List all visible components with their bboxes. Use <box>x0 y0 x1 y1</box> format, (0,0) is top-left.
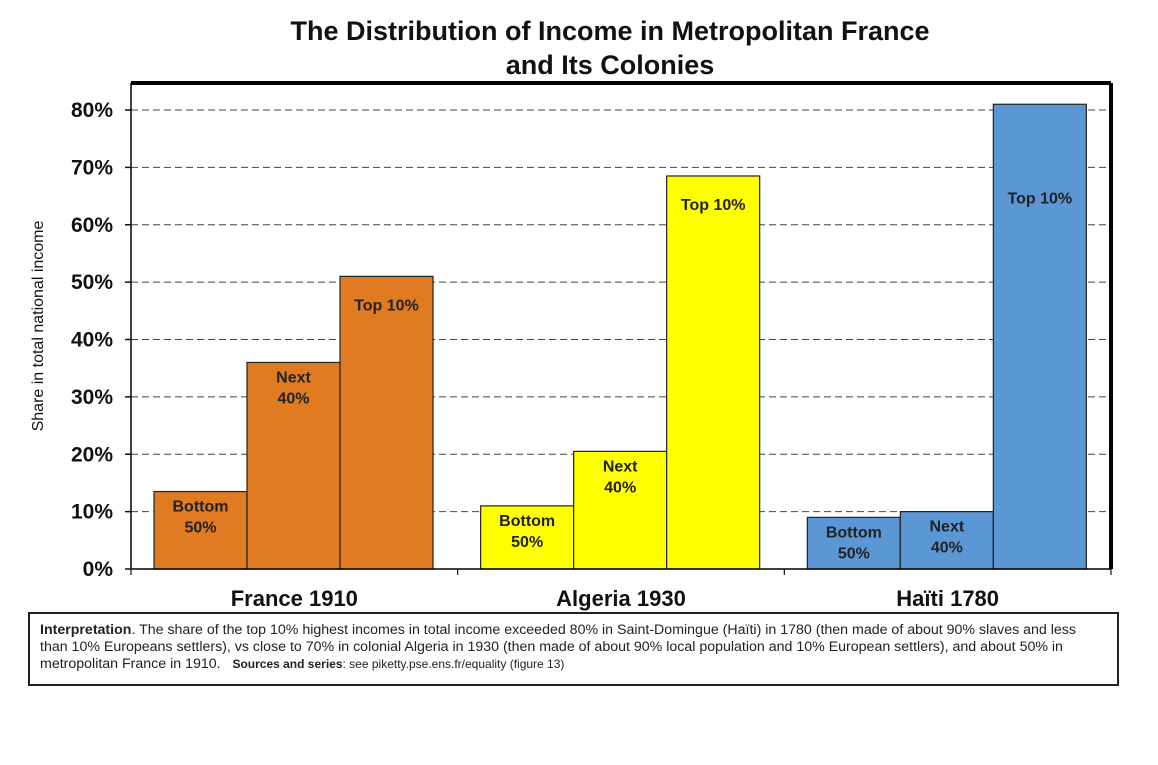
interpretation-text: . The share of the top 10% highest incomes in total income exceeded 80% in Saint-Domingue (Haïti) in 1780 (then made of about 90% slaves and less than 10% Europeans settlers), vs close to 70% in colonial Algeria in 1930 (then made of about 90% local population and 10% European settlers), and about 50% in metropolitan France in 1910. <box>40 622 1076 672</box>
sources-label: Sources and series <box>232 657 343 671</box>
bar-label: Top 10% <box>680 196 746 214</box>
bar-label: Top 10% <box>1007 190 1073 208</box>
bar-label: Top 10% <box>354 297 419 315</box>
x-category-label: Haïti 1780 <box>896 586 1000 611</box>
bar-label: Next <box>602 458 638 476</box>
x-category-label: France 1910 <box>230 586 358 611</box>
y-tick-label: 50% <box>70 271 113 295</box>
bar-label: Bottom <box>499 512 556 530</box>
chart-title-line-1: The Distribution of Income in Metropolitan France <box>290 16 930 46</box>
bar <box>993 104 1086 569</box>
x-category-label: Algeria 1930 <box>556 586 686 611</box>
bar-label: 40% <box>930 539 963 557</box>
bar-label: 50% <box>837 545 870 563</box>
bar-label: 40% <box>604 479 637 497</box>
y-axis-label: Share in total national income <box>30 220 47 432</box>
bar <box>340 276 433 569</box>
sources-text: : see piketty.pse.ens.fr/equality (figure 13) <box>342 657 565 671</box>
chart-title-line-2: and Its Colonies <box>505 50 715 80</box>
y-tick-label: 70% <box>70 156 113 180</box>
y-tick-label: 0% <box>82 558 113 581</box>
bar-label: 50% <box>184 519 217 537</box>
bar-label: Bottom <box>825 524 882 542</box>
y-tick-label: 30% <box>70 385 113 409</box>
y-tick-label: 80% <box>70 99 113 122</box>
y-tick-label: 40% <box>70 328 113 352</box>
bar-label: Bottom <box>172 498 229 516</box>
interpretation-label: Interpretation <box>40 622 132 638</box>
y-tick-label: 20% <box>70 443 113 467</box>
bar-label: Next <box>929 518 965 536</box>
bar <box>667 176 760 569</box>
bar-label: 50% <box>511 533 544 551</box>
bar-label: 40% <box>277 390 310 408</box>
y-tick-label: 10% <box>70 500 113 524</box>
bar-label: Next <box>276 369 311 387</box>
y-tick-label: 60% <box>70 213 113 237</box>
interpretation-note <box>28 612 1119 686</box>
